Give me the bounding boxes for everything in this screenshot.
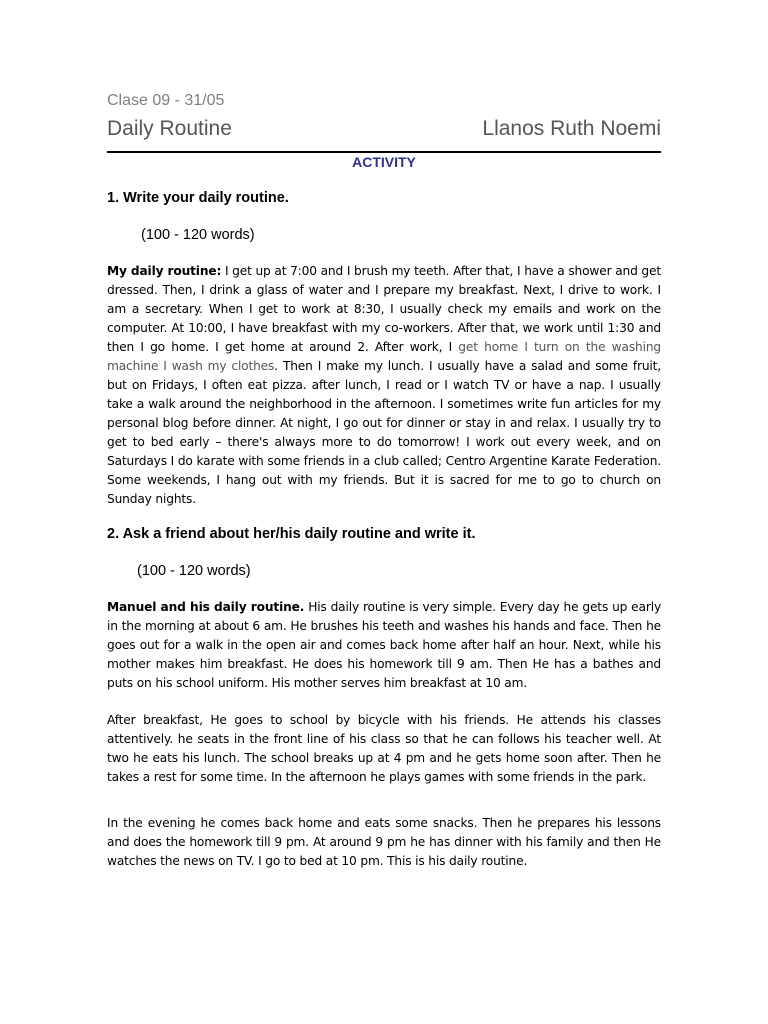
answer-2-paragraph-1 [107, 598, 661, 693]
question-2: 2. Ask a friend about her/his daily routine and write it. [107, 526, 476, 542]
document-title: Daily Routine [107, 117, 232, 140]
author-name: Llanos Ruth Noemi [482, 117, 661, 140]
header-divider [107, 151, 661, 153]
answer-1-lead: My daily routine: [107, 264, 222, 278]
answer-1-highlighted-text: get home I turn on the washing machine I wash my clothes [107, 340, 661, 373]
class-date: Clase 09 - 31/05 [107, 92, 225, 109]
answer-2-paragraph-3: In the evening he comes back home and eats some snacks. Then he prepares his lessons and does the homework till 9 pm. At around 9 pm he has dinner with his family and then He watches the news on TV. I go to bed at 10 pm. This is his daily routine. [107, 816, 661, 868]
word-count-1: (100 - 120 words) [141, 227, 255, 243]
answer-2-text-1: His daily routine is very simple. Every day he gets up early in the morning at about 6 am. He brushes his teeth and washes his hands and face. Then he goes out for a walk in the open air and comes back home after half an hour. Next, while his mother makes him breakfast. He does his homework till 9 am. Then He has a bathes and puts on his school uniform. His mother serves him breakfast at 10 am. [107, 600, 662, 690]
activity-heading: ACTIVITY [352, 154, 416, 170]
answer-1-text-b: . Then I make my lunch. I usually have a salad and some fruit, but on Fridays, I often eat pizza. after lunch, I read or I watch TV or have a nap. I usually take a walk around the neighborhood in the afternoon. I sometimes write fun articles for my personal blog before dinner. At night, I go out for dinner or stay in and relax. I usually try to get to bed early – there's always more to do tomorrow! I work out every week, and on Saturdays I do karate with some friends in a club called; Centro Argentine Karate Federation. Some weekends, I hang out with my friends. But it is sacred for me to go to church on Sunday nights. [107, 359, 661, 506]
answer-2-paragraph-2: After breakfast, He goes to school by bicycle with his friends. He attends his classes attentively. he seats in the front line of his class so that he can follows his teacher well. At two he eats his lunch. The school breaks up at 4 pm and he gets home soon after. Then he takes a rest for some time. In the afternoon he plays games with some friends in the park. [107, 713, 661, 784]
answer-2-lead: Manuel and his daily routine. [107, 600, 305, 614]
question-1: 1. Write your daily routine. [107, 190, 289, 206]
title-row [107, 117, 661, 141]
word-count-2: (100 - 120 words) [137, 563, 251, 579]
answer-1-paragraph [107, 262, 661, 509]
answer-1-text-a: I get up at 7:00 and I brush my teeth. After that, I have a shower and get dressed. Then, I drink a glass of water and I prepare my breakfast. Next, I drive to work. I am a secretary. When I get to work at 8:30, I usually check my emails and work on the computer. At 10:00, I have breakfast with my co-workers. After that, we work until 1:30 and then I go home. I get home at around 2. After work, I [107, 264, 662, 354]
